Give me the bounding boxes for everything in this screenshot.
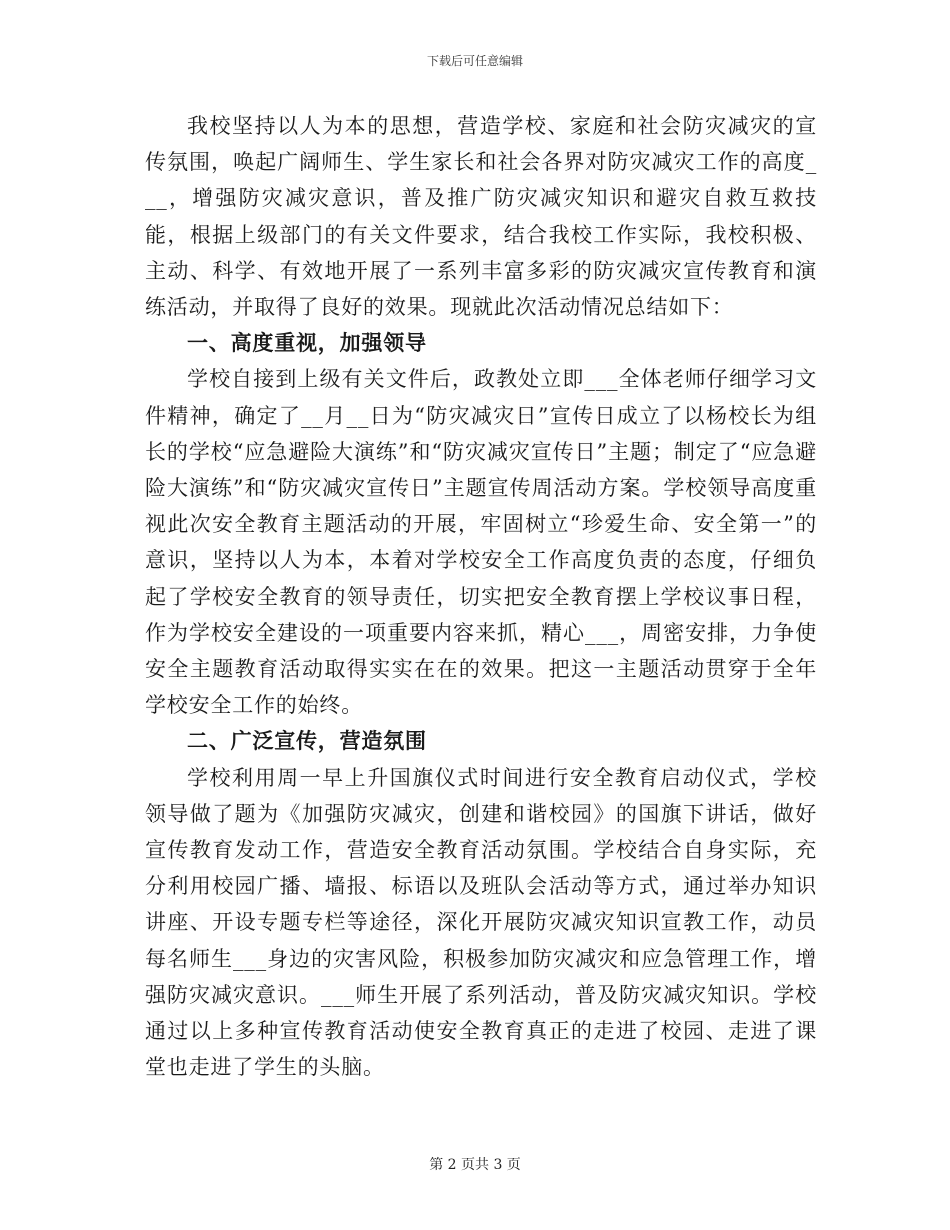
page-header-note: 下载后可任意编辑 [426, 54, 523, 68]
section-2-heading: 二、广泛宣传，营造氛围 [187, 728, 427, 754]
section-1-heading: 一、高度重视，加强领导 [187, 330, 427, 356]
page-number: 第 2 页共 3 页 [429, 1157, 521, 1173]
intro-paragraph: 我校坚持以人为本的思想，营造学校、家庭和社会防灾减灾的宣传氛围，唤起广阔师生、学生家长和社会各界对防灾减灾工作的高度___，增强防灾减灾意识，普及推广防灾减灾知识和避灾自救互救技能，根据上级部门的有关文件要求，结合我校工作实际，我校积极、主动、科学、有效地开展了一系列丰富多彩的防灾减灾宣传教育和演练活动，并取得了良好的效果。现就此次活动情况总结如下： [145, 114, 817, 320]
document-body [145, 108, 817, 1085]
section-1-paragraph: 学校自接到上级有关文件后，政教处立即___全体老师仔细学习文件精神，确定了__月__日为“防灾减灾日”宣传日成立了以杨校长为组长的学校“应急避险大演练”和“防灾减灾宣传日”主题；制定了“应急避险大演练”和“防灾减灾宣传日”主题宣传周活动方案。学校领导高度重视此次安全教育主题活动的开展，牢固树立“珍爱生命、安全第一”的意识，坚持以人为本，本着对学校安全工作高度负责的态度，仔细负起了学校安全教育的领导责任，切实把安全教育摆上学校议事日程，作为学校安全建设的一项重要内容来抓，精心___，周密安排，力争使安全主题教育活动取得实实在在的效果。把这一主题活动贯穿于全年学校安全工作的始终。 [145, 367, 817, 718]
section-2-paragraph: 学校利用周一早上升国旗仪式时间进行安全教育启动仪式，学校领导做了题为《加强防灾减灾，创建和谐校园》的国旗下讲话，做好宣传教育发动工作，营造安全教育活动氛围。学校结合自身实际，充分利用校园广播、墙报、标语以及班队会活动等方式，通过举办知识讲座、开设专题专栏等途径，深化开展防灾减灾知识宣教工作，动员每名师生___身边的灾害风险，积极参加防灾减灾和应急管理工作，增强防灾减灾意识。___师生开展了系列活动，普及防灾减灾知识。学校通过以上多种宣传教育活动使安全教育真正的走进了校园、走进了课堂也走进了学生的头脑。 [145, 765, 817, 1080]
